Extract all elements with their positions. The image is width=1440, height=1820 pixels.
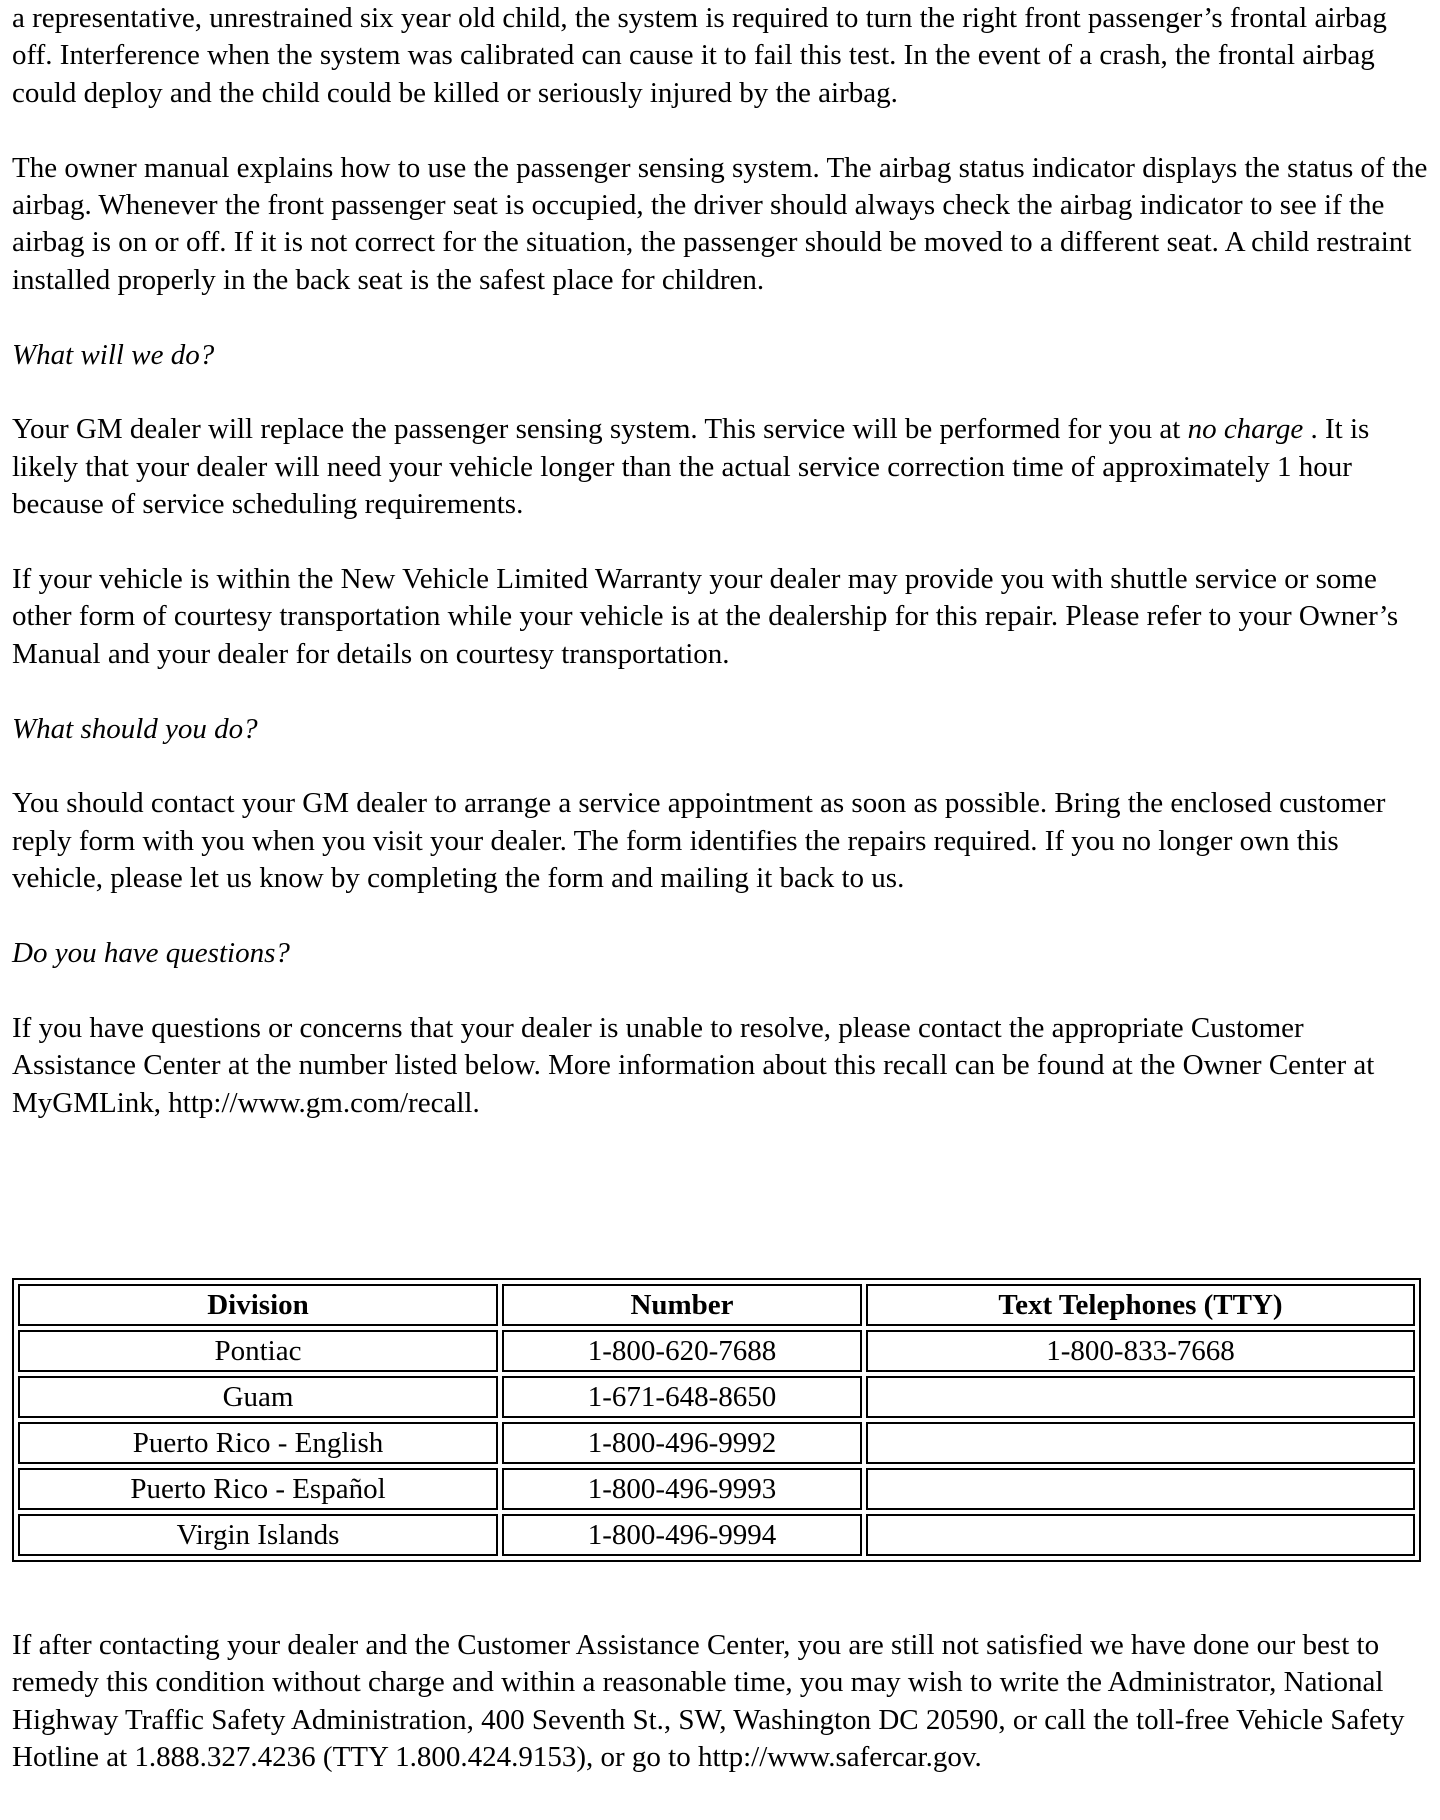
service-text-start: Your GM dealer will replace the passenger sensing system. This service will be performed for you at — [12, 413, 1188, 446]
paragraph-gap — [12, 673, 1430, 710]
paragraph-dealer-service — [12, 411, 1430, 523]
paragraph-gap — [12, 972, 1430, 1009]
cell-tty — [866, 1468, 1415, 1510]
paragraph-owner-manual: The owner manual explains how to use the passenger sensing system. The airbag status indicator displays the status of the airbag. Whenever the front passenger seat is occupied, the driver should always check the airbag indicator to see if the airbag is on or off. If it is not correct for the situation, the passenger should be moved to a different seat. A child restraint installed properly in the back seat is the safest place for children. — [12, 151, 1428, 296]
cell-division: Guam — [18, 1376, 498, 1418]
cell-division: Puerto Rico - English — [18, 1422, 498, 1464]
closing-section — [12, 1627, 1430, 1777]
no-charge-emphasis: no charge — [1187, 413, 1304, 446]
paragraph-courtesy-transport: If your vehicle is within the New Vehicle Limited Warranty your dealer may provide you with shuttle service or some other form of courtesy transportation while your vehicle is at the dealership for this repair. Please refer to your Owner’s Manual and your dealer for details on courtesy transportation. — [12, 563, 1399, 670]
paragraph-nhtsa-contact: If after contacting your dealer and the Customer Assistance Center, you are still not satisfied we have done our best to remedy this condition without charge and within a reasonable time, you may wish to write the Administrator, National Highway Traffic Safety Administration, 400 Seventh St., SW, Washington DC 20590, or call the toll-free Vehicle Safety Hotline at 1.888.327.4236 (TTY 1.800.424.9153), or go to http://www.safercar.gov. — [12, 1629, 1405, 1774]
table-row — [18, 1376, 1415, 1418]
table-header-row — [18, 1284, 1415, 1326]
table-row — [18, 1330, 1415, 1372]
cell-number: 1-800-496-9993 — [502, 1468, 862, 1510]
table-row — [18, 1514, 1415, 1556]
cell-tty: 1-800-833-7668 — [866, 1330, 1415, 1372]
heading-what-will-we-do: What will we do? — [12, 338, 215, 371]
table-row — [18, 1422, 1415, 1464]
cell-division: Puerto Rico - Español — [18, 1468, 498, 1510]
paragraph-gap — [12, 299, 1430, 336]
header-number: Number — [502, 1284, 862, 1326]
heading-what-should-you-do: What should you do? — [12, 712, 258, 745]
paragraph-airbag-risk: a representative, unrestrained six year old child, the system is required to turn the right front passenger’s frontal airbag off. Interference when the system was calibrated can cause it to fail this test. In the event of a crash, the frontal airbag could deploy and the child could be killed or seriously injured by the airbag. — [12, 2, 1387, 109]
service-text-end: . It is likely that your dealer will need your vehicle longer than the actual service correction time of approximately 1 hour because of service scheduling requirements. — [12, 413, 1370, 521]
header-tty: Text Telephones (TTY) — [866, 1284, 1415, 1326]
cell-division: Virgin Islands — [18, 1514, 498, 1556]
paragraph-gap — [12, 112, 1430, 149]
paragraph-gap — [12, 524, 1430, 561]
paragraph-gap — [12, 748, 1430, 785]
table-row — [18, 1468, 1415, 1510]
paragraph-assistance-center: If you have questions or concerns that your dealer is unable to resolve, please contact the appropriate Customer Assistance Center at the number listed below. More information about this recall can be found at the Owner Center at MyGMLink, http://www.gm.com/recall. — [12, 1011, 1375, 1119]
paragraph-gap — [12, 374, 1430, 411]
recall-letter-body — [12, 0, 1430, 1122]
customer-assistance-table — [12, 1278, 1421, 1562]
cell-tty — [866, 1376, 1415, 1418]
cell-number: 1-800-496-9994 — [502, 1514, 862, 1556]
heading-do-you-have-questions: Do you have questions? — [12, 937, 290, 970]
cell-division: Pontiac — [18, 1330, 498, 1372]
paragraph-gap — [12, 898, 1430, 935]
cell-number: 1-800-620-7688 — [502, 1330, 862, 1372]
cell-number: 1-800-496-9992 — [502, 1422, 862, 1464]
header-division: Division — [18, 1284, 498, 1326]
cell-number: 1-671-648-8650 — [502, 1376, 862, 1418]
cell-tty — [866, 1422, 1415, 1464]
paragraph-contact-dealer: You should contact your GM dealer to arrange a service appointment as soon as possible. Bring the enclosed customer reply form with you when you visit your dealer. The form identifies the repairs required. If you no longer own this vehicle, please let us know by completing the form and mailing it back to us. — [12, 787, 1386, 895]
cell-tty — [866, 1514, 1415, 1556]
